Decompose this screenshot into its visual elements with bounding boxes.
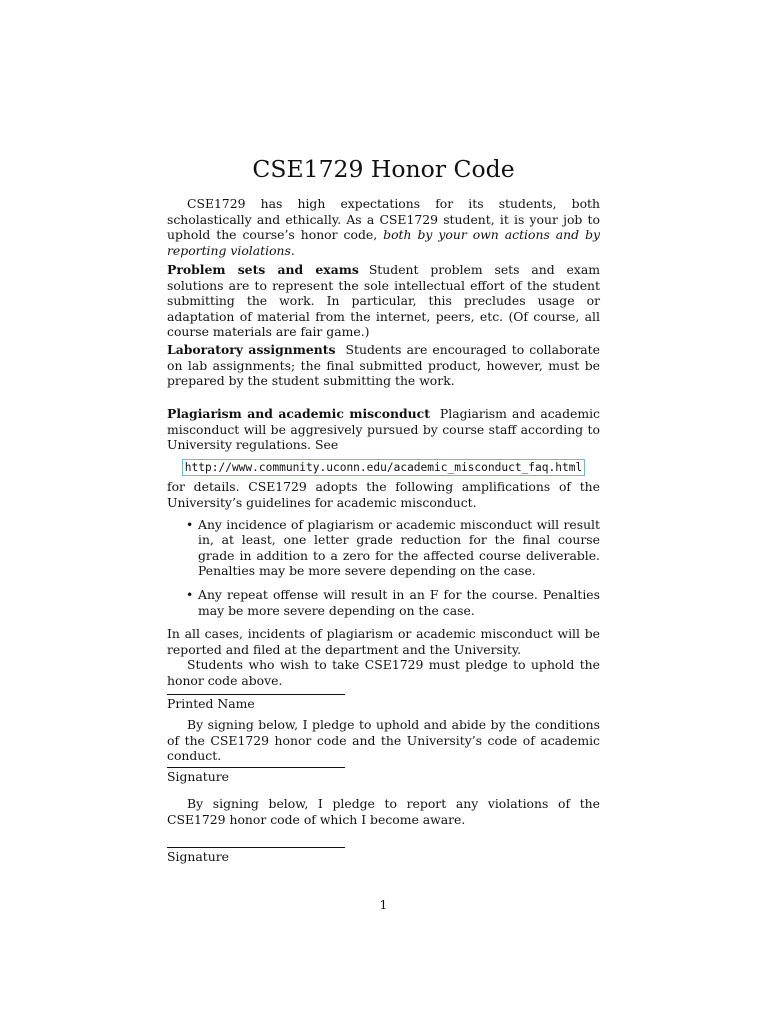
printed-name-line[interactable] (167, 694, 345, 695)
section-lab-assignments (167, 342, 600, 389)
list-item (167, 587, 600, 618)
signature-line-2[interactable] (167, 847, 345, 848)
pledge-uphold (167, 717, 600, 764)
url-line (167, 459, 600, 476)
list-item (167, 517, 600, 579)
misconduct-faq-link[interactable]: http://www.community.uconn.edu/academic_misconduct_faq.html (182, 459, 585, 476)
printed-name-label: Printed Name (167, 696, 255, 711)
list-item-text: Any incidence of plagiarism or academic misconduct will result in, at least, one letter grade reduction for the final course grade in addition to a zero for the affected course deliverable. Penalties may be more severe depending on the case. (198, 516, 600, 579)
bullet-icon: • (186, 516, 194, 532)
pledge-report-text: By signing below, I pledge to report any violations of the CSE1729 honor code of which I become aware. (167, 796, 600, 827)
signature-label-2: Signature (167, 849, 229, 864)
amplifications-list (167, 517, 600, 619)
page-title: CSE1729 Honor Code (252, 155, 515, 183)
all-cases-text: In all cases, incidents of plagiarism or academic misconduct will be reported and filed at the department and the University. (167, 626, 600, 657)
section-body: Students are encouraged to collaborate on lab assignments; the final submitted product, however, must be prepared by the student submitting the work. (167, 342, 600, 389)
page-number: 1 (379, 897, 388, 912)
intro-paragraph (167, 196, 600, 258)
section-problem-sets (167, 262, 600, 340)
list-item-text: Any repeat offense will result in an F for the course. Penalties may be more severe depending on the case. (198, 586, 600, 618)
section-plagiarism (167, 406, 600, 689)
after-url-text: for details. CSE1729 adopts the following amplifications of the University’s guidelines for academic misconduct. (167, 479, 600, 510)
section-body: Plagiarism and academic misconduct will be aggresively pursued by course staff according to University regulations. See (167, 406, 600, 453)
section-heading: Laboratory assignments (167, 342, 336, 357)
pledge-report (167, 796, 600, 827)
pledge-uphold-text: By signing below, I pledge to uphold and abide by the conditions of the CSE1729 honor code and the University’s code of academic conduct. (167, 717, 600, 764)
intro-emphasis: both by your own actions and by reporting violations (167, 227, 601, 258)
signature-line-1[interactable] (167, 767, 345, 768)
section-body: Student problem sets and exam solutions are to represent the sole intellectual effort of the student submitting the work. In particular, this precludes usage or adaptation of material from the internet, peers, etc. (Of course, all course materials are fair game.) (167, 262, 600, 340)
signature-label-1: Signature (167, 769, 229, 784)
intro-end: . (290, 242, 295, 258)
section-heading: Problem sets and exams (167, 262, 359, 277)
section-heading: Plagiarism and academic misconduct (167, 406, 430, 421)
pledge-intro-text: Students who wish to take CSE1729 must pledge to uphold the honor code above. (167, 657, 600, 688)
bullet-icon: • (186, 586, 194, 602)
intro-text: CSE1729 has high expectations for its students, both scholastically and ethically. As a CSE1729 student, it is your job to uphold the course’s honor code, (167, 196, 600, 243)
